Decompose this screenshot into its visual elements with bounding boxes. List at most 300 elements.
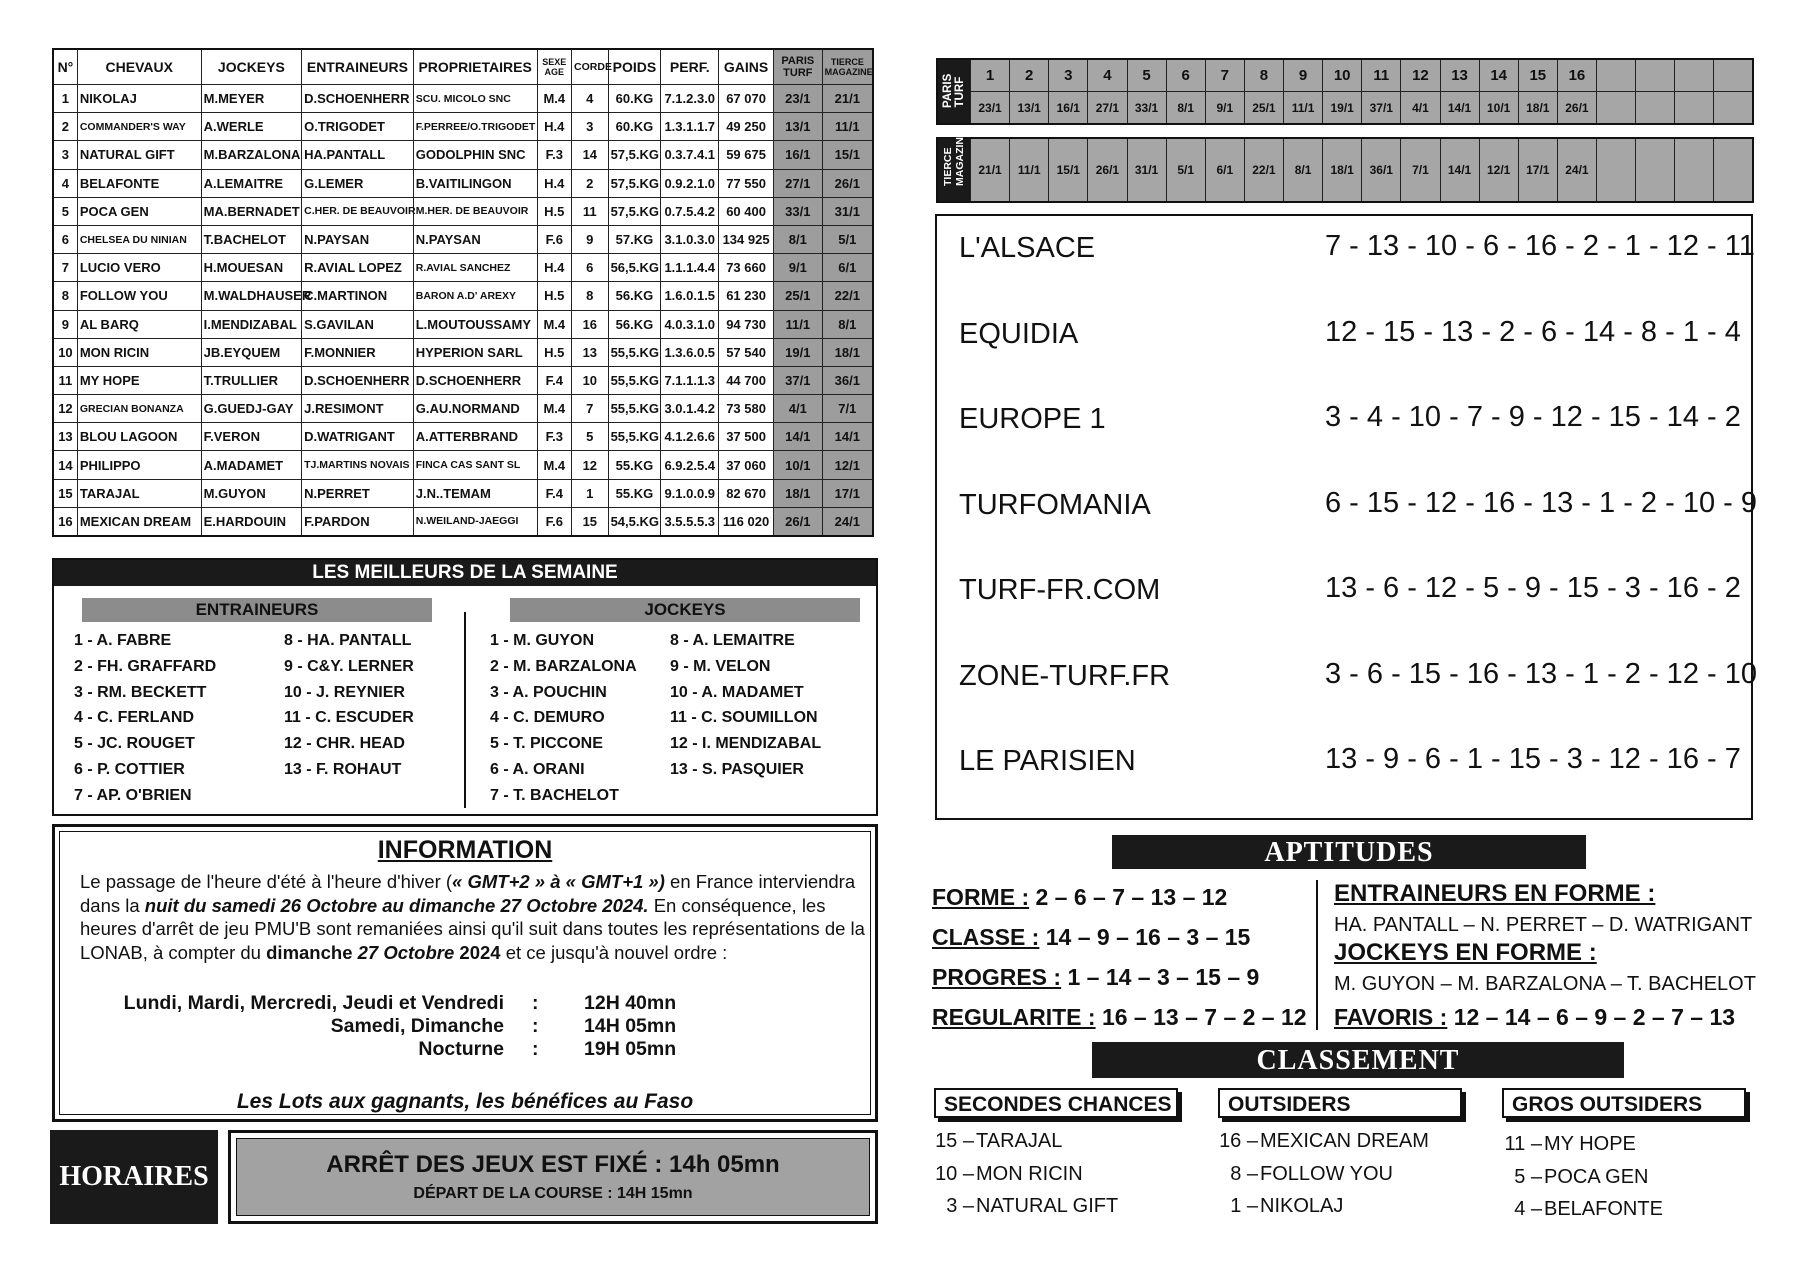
horaires-inner: [236, 1138, 870, 1216]
runner-num: 5: [53, 197, 77, 225]
runner-weight: 60.KG: [608, 85, 661, 113]
prono-source: EQUIDIA: [959, 317, 1079, 350]
runner-horse: FOLLOW YOU: [77, 282, 201, 310]
best-jockeys-header: JOCKEYS: [510, 598, 860, 622]
runner-paris-turf-odds: 27/1: [773, 169, 822, 197]
runner-perf: 0.9.2.1.0: [661, 169, 719, 197]
prono-picks: 7 - 13 - 10 - 6 - 16 - 2 - 1 - 12 - 11: [1325, 230, 1755, 262]
tierce-odds-cell: 6/1: [1205, 138, 1244, 202]
runner-row: [53, 507, 873, 536]
schedule-sep: :: [532, 1038, 539, 1060]
info-text-3: En conséquence, les heures d'arrêt de jeu PMU'B sont remaniées ainsi qu'il suit dans toutes les représentations de la LONAB, à compter du: [80, 894, 865, 963]
runner-trainer: R.AVIAL LOPEZ: [302, 254, 414, 282]
runner-paris-turf-odds: 18/1: [773, 479, 822, 507]
runner-owner: SCU. MICOLO SNC: [413, 85, 537, 113]
best-of-week-box: [52, 558, 878, 816]
classe-label: CLASSE :: [932, 924, 1040, 950]
paris-turf-numbers-row: [937, 59, 1753, 92]
runner-corde: 3: [572, 113, 609, 141]
runner-perf: 7.1.1.1.3: [661, 366, 719, 394]
runner-tierce-odds: 7/1: [822, 395, 873, 423]
paris-turf-odds-cell: 9/1: [1205, 92, 1244, 125]
runner-paris-turf-odds: 11/1: [773, 310, 822, 338]
runner-gains: 67 070: [719, 85, 774, 113]
runner-gains: 49 250: [719, 113, 774, 141]
information-inner: [59, 831, 871, 1115]
runner-owner: GODOLPHIN SNC: [413, 141, 537, 169]
prono-source: ZONE-TURF.FR: [959, 659, 1171, 692]
paris-turf-number-cell: [1714, 59, 1753, 92]
prono-source: TURF-FR.COM: [959, 574, 1161, 606]
runner-num: 8: [53, 282, 77, 310]
classement-num: 5 –: [1514, 1165, 1542, 1188]
tierce-odds-cell: 15/1: [1049, 138, 1088, 202]
runner-corde: 15: [572, 507, 609, 536]
runner-weight: 57,5.KG: [608, 141, 661, 169]
runner-owner: L.MOUTOUSSAMY: [413, 310, 537, 338]
runner-trainer: O.TRIGODET: [302, 113, 414, 141]
prono-picks: 6 - 15 - 12 - 16 - 13 - 1 - 2 - 10 - 9: [1325, 486, 1757, 519]
paris-turf-odds-cell: 33/1: [1127, 92, 1166, 125]
runner-paris-turf-odds: 23/1: [773, 85, 822, 113]
runner-jockey: A.MADAMET: [201, 451, 301, 479]
runner-corde: 7: [572, 395, 609, 423]
classement-group-label: SECONDES CHANCES: [934, 1088, 1178, 1118]
runner-weight: 55,5.KG: [608, 423, 661, 451]
paris-turf-odds-cell: 10/1: [1479, 92, 1518, 125]
runner-sex-age: M.4: [537, 85, 572, 113]
runner-corde: 5: [572, 423, 609, 451]
runner-jockey: T.BACHELOT: [201, 225, 301, 253]
runner-trainer: D.SCHOENHERR: [302, 366, 414, 394]
paris-turf-grid: [936, 58, 1754, 125]
forme-value: 2 – 6 – 7 – 13 – 12: [1035, 884, 1228, 910]
classe-line: [932, 924, 1250, 951]
forme-label: FORME :: [932, 884, 1030, 910]
paris-turf-number-cell: 6: [1166, 59, 1205, 92]
paris-turf-odds-cell: [1597, 92, 1636, 125]
runner-gains: 116 020: [719, 507, 774, 536]
schedule-days: Samedi, Dimanche: [330, 1015, 504, 1037]
info-gmt: « GMT+2 » à « GMT+1 »): [452, 871, 665, 892]
paris-turf-number-cell: 1: [971, 59, 1010, 92]
tierce-odds-cell: [1675, 138, 1714, 202]
runner-row: [53, 197, 873, 225]
paris-turf-number-cell: [1597, 59, 1636, 92]
stop-time: ARRÊT DES JEUX EST FIXÉ : 14h 05mn: [326, 1151, 780, 1178]
runner-tierce-odds: 31/1: [822, 197, 873, 225]
regularite-value: 16 – 13 – 7 – 2 – 12: [1101, 1004, 1307, 1030]
info-date: nuit du samedi 26 Octobre au dimanche 27 Octobre 2024.: [144, 894, 649, 916]
tierce-label-1: TIERCE: [942, 147, 954, 186]
runner-gains: 73 580: [719, 395, 774, 423]
col-sex-age: SEXE AGE: [537, 49, 572, 85]
paris-turf-number-cell: 8: [1244, 59, 1283, 92]
tierce-odds-cell: 18/1: [1323, 138, 1362, 202]
runner-trainer: C.HER. DE BEAUVOIR: [302, 197, 414, 225]
prono-picks: 3 - 6 - 15 - 16 - 13 - 1 - 2 - 12 - 10: [1325, 657, 1757, 690]
runner-sex-age: F.4: [537, 366, 572, 394]
runners-header-row: [53, 49, 873, 85]
runner-paris-turf-odds: 19/1: [773, 338, 822, 366]
runner-horse: CHELSEA DU NINIAN: [77, 225, 201, 253]
col-trainer: ENTRAINEURS: [302, 49, 414, 85]
paris-turf-odds-row: [937, 92, 1753, 125]
paris-turf-odds-cell: 25/1: [1244, 92, 1283, 125]
runner-sex-age: H.5: [537, 197, 572, 225]
information-box: [52, 824, 878, 1122]
col-corde: CORDE: [572, 49, 609, 85]
runner-gains: 77 550: [719, 169, 774, 197]
runner-horse: PHILIPPO: [77, 451, 201, 479]
runner-perf: 1.1.1.4.4: [661, 254, 719, 282]
paris-turf-number-cell: 12: [1401, 59, 1440, 92]
runner-owner: M.HER. DE BEAUVOIR: [413, 197, 537, 225]
runner-owner: D.SCHOENHERR: [413, 366, 537, 394]
runner-corde: 11: [572, 197, 609, 225]
runner-jockey: JB.EYQUEM: [201, 338, 301, 366]
paris-turf-odds-cell: 19/1: [1323, 92, 1362, 125]
runner-gains: 134 925: [719, 225, 774, 253]
runner-jockey: M.WALDHAUSER: [201, 282, 301, 310]
runner-num: 4: [53, 169, 77, 197]
schedule-days: Lundi, Mardi, Mercredi, Jeudi et Vendredi: [123, 992, 504, 1014]
best-trainer-item: 9 - C&Y. LERNER: [284, 657, 414, 675]
paris-turf-number-cell: 4: [1088, 59, 1127, 92]
runner-weight: 55.KG: [608, 451, 661, 479]
classe-value: 14 – 9 – 16 – 3 – 15: [1045, 924, 1251, 950]
prono-picks: 13 - 9 - 6 - 1 - 15 - 3 - 12 - 16 - 7: [1325, 743, 1741, 775]
runner-tierce-odds: 21/1: [822, 85, 873, 113]
forme-line: [932, 884, 1227, 911]
classement-horse: MEXICAN DREAM: [1260, 1130, 1429, 1152]
runner-paris-turf-odds: 8/1: [773, 225, 822, 253]
best-trainer-item: 7 - AP. O'BRIEN: [74, 786, 192, 804]
runner-num: 13: [53, 423, 77, 451]
paris-turf-odds-cell: 8/1: [1166, 92, 1205, 125]
tierce-odds-cell: 24/1: [1557, 138, 1596, 202]
runner-weight: 56.KG: [608, 310, 661, 338]
runner-row: [53, 395, 873, 423]
runner-tierce-odds: 22/1: [822, 282, 873, 310]
paris-turf-number-cell: 10: [1323, 59, 1362, 92]
prono-picks: 12 - 15 - 13 - 2 - 6 - 14 - 8 - 1 - 4: [1325, 315, 1741, 348]
schedule-sep: :: [532, 992, 539, 1014]
runner-corde: 2: [572, 169, 609, 197]
runner-perf: 3.1.0.3.0: [661, 225, 719, 253]
runner-horse: TARAJAL: [77, 479, 201, 507]
best-trainer-item: 12 - CHR. HEAD: [284, 735, 405, 753]
runner-paris-turf-odds: 33/1: [773, 197, 822, 225]
runner-jockey: G.GUEDJ-GAY: [201, 395, 301, 423]
runner-horse: NATURAL GIFT: [77, 141, 201, 169]
runner-owner: A.ATTERBRAND: [413, 423, 537, 451]
runner-weight: 56.KG: [608, 282, 661, 310]
best-trainer-item: 1 - A. FABRE: [74, 632, 172, 649]
progres-value: 1 – 14 – 3 – 15 – 9: [1067, 964, 1260, 990]
runner-horse: LUCIO VERO: [77, 254, 201, 282]
classement-horse: POCA GEN: [1544, 1165, 1649, 1188]
paris-turf-odds-cell: 26/1: [1557, 92, 1596, 125]
best-jockey-item: 12 - I. MENDIZABAL: [670, 735, 822, 753]
paris-turf-odds-cell: 13/1: [1010, 92, 1049, 125]
runner-tierce-odds: 26/1: [822, 169, 873, 197]
best-jockey-item: 13 - S. PASQUIER: [670, 761, 804, 778]
runner-trainer: N.PAYSAN: [302, 225, 414, 253]
classement-horse: FOLLOW YOU: [1260, 1162, 1393, 1185]
tierce-magazine-label: [937, 130, 971, 202]
classement-group-label: GROS OUTSIDERS: [1502, 1088, 1746, 1118]
tierce-magazine-odds-row: [937, 138, 1753, 202]
jockeys-form-label: JOCKEYS EN FORME :: [1334, 939, 1597, 966]
runner-sex-age: M.4: [537, 310, 572, 338]
runner-trainer: F.PARDON: [302, 507, 414, 536]
runner-jockey: H.MOUESAN: [201, 254, 301, 282]
tierce-odds-cell: 17/1: [1518, 138, 1557, 202]
trainers-form-value: HA. PANTALL – N. PERRET – D. WATRIGANT: [1334, 914, 1753, 936]
prono-source: LE PARISIEN: [959, 745, 1136, 777]
runner-tierce-odds: 15/1: [822, 141, 873, 169]
runner-sex-age: M.4: [537, 451, 572, 479]
pronostics-box: [935, 214, 1757, 820]
runner-horse: BLOU LAGOON: [77, 423, 201, 451]
paris-turf-number-cell: 14: [1479, 59, 1518, 92]
runner-num: 2: [53, 113, 77, 141]
runner-jockey: MA.BERNADET: [201, 197, 301, 225]
aptitudes-divider: [1316, 880, 1318, 1030]
runner-corde: 16: [572, 310, 609, 338]
runner-num: 7: [53, 254, 77, 282]
classement-num: 11 –: [1504, 1133, 1542, 1155]
runner-corde: 12: [572, 451, 609, 479]
runner-weight: 57,5.KG: [608, 169, 661, 197]
tierce-odds-cell: 8/1: [1284, 138, 1323, 202]
favoris-label: FAVORIS :: [1334, 1004, 1448, 1030]
runner-perf: 0.3.7.4.1: [661, 141, 719, 169]
col-horse: CHEVAUX: [77, 49, 201, 85]
classement-horse: BELAFONTE: [1544, 1198, 1663, 1220]
runner-trainer: N.PERRET: [302, 479, 414, 507]
best-jockey-item: 9 - M. VELON: [670, 657, 771, 675]
info-text-4: et ce jusqu'à nouvel ordre :: [500, 941, 728, 963]
runner-row: [53, 282, 873, 310]
runner-owner: G.AU.NORMAND: [413, 395, 537, 423]
runner-weight: 57,5.KG: [608, 197, 661, 225]
runner-row: [53, 254, 873, 282]
paris-turf-number-cell: 15: [1518, 59, 1557, 92]
runner-perf: 7.1.2.3.0: [661, 85, 719, 113]
best-jockey-item: 2 - M. BARZALONA: [490, 657, 637, 675]
runner-horse: NIKOLAJ: [77, 85, 201, 113]
runner-num: 14: [53, 451, 77, 479]
horaires-label: HORAIRES: [50, 1130, 218, 1224]
regularite-label: REGULARITE :: [932, 1004, 1096, 1030]
col-num: N°: [53, 49, 77, 85]
runner-tierce-odds: 14/1: [822, 423, 873, 451]
runner-row: [53, 169, 873, 197]
progres-line: [932, 964, 1259, 991]
paris-turf-odds-cell: 4/1: [1401, 92, 1440, 125]
tierce-odds-cell: 12/1: [1479, 138, 1518, 202]
prono-source: L'ALSACE: [959, 232, 1096, 264]
best-trainer-item: 8 - HA. PANTALL: [284, 632, 412, 649]
runner-jockey: I.MENDIZABAL: [201, 310, 301, 338]
best-trainers-header: ENTRAINEURS: [82, 598, 432, 622]
runner-sex-age: H.4: [537, 169, 572, 197]
runner-jockey: M.BARZALONA: [201, 141, 301, 169]
runner-gains: 60 400: [719, 197, 774, 225]
runner-horse: AL BARQ: [77, 310, 201, 338]
runner-perf: 0.7.5.4.2: [661, 197, 719, 225]
runner-num: 6: [53, 225, 77, 253]
tierce-odds-cell: 5/1: [1166, 138, 1205, 202]
best-jockey-item: 4 - C. DEMURO: [490, 709, 605, 727]
runner-horse: MON RICIN: [77, 338, 201, 366]
runner-perf: 9.1.0.0.9: [661, 479, 719, 507]
prono-source: EUROPE 1: [959, 403, 1106, 435]
runner-weight: 57.KG: [608, 225, 661, 253]
classement-num: 1 –: [1230, 1195, 1258, 1217]
tierce-odds-cell: 7/1: [1401, 138, 1440, 202]
runner-trainer: D.WATRIGANT: [302, 423, 414, 451]
runner-row: [53, 141, 873, 169]
runner-tierce-odds: 12/1: [822, 451, 873, 479]
runner-owner: R.AVIAL SANCHEZ: [413, 254, 537, 282]
paris-turf-label: [937, 59, 971, 124]
runner-horse: MEXICAN DREAM: [77, 507, 201, 536]
tierce-odds-cell: 21/1: [971, 138, 1010, 202]
paris-turf-number-cell: [1636, 59, 1675, 92]
runner-num: 10: [53, 338, 77, 366]
paris-turf-odds-cell: 11/1: [1284, 92, 1323, 125]
runner-horse: BELAFONTE: [77, 169, 201, 197]
race-start-time: DÉPART DE LA COURSE : 14H 15mn: [413, 1185, 693, 1202]
paris-turf-number-cell: 3: [1049, 59, 1088, 92]
paris-turf-number-cell: [1675, 59, 1714, 92]
runner-weight: 54,5.KG: [608, 507, 661, 536]
tierce-odds-cell: [1714, 138, 1753, 202]
runner-weight: 55,5.KG: [608, 366, 661, 394]
schedule-time: 12H 40mn: [584, 992, 677, 1014]
runner-num: 3: [53, 141, 77, 169]
runner-sex-age: H.5: [537, 282, 572, 310]
col-tierce-magazine: TIERCE MAGAZINE: [822, 49, 873, 85]
runner-sex-age: F.3: [537, 423, 572, 451]
runner-paris-turf-odds: 9/1: [773, 254, 822, 282]
paris-turf-label-1: PARIS: [942, 73, 954, 108]
paris-turf-odds-cell: 27/1: [1088, 92, 1127, 125]
paris-turf-number-cell: 11: [1362, 59, 1401, 92]
paris-turf-odds-cell: [1714, 92, 1753, 125]
runner-gains: 57 540: [719, 338, 774, 366]
runner-gains: 94 730: [719, 310, 774, 338]
runner-corde: 4: [572, 85, 609, 113]
best-jockey-item: 3 - A. POUCHIN: [490, 683, 607, 701]
jockeys-form-value: M. GUYON – M. BARZALONA – T. BACHELOT: [1334, 973, 1756, 995]
runner-owner: F.PERREE/O.TRIGODET: [413, 113, 537, 141]
runner-jockey: T.TRULLIER: [201, 366, 301, 394]
runner-row: [53, 451, 873, 479]
tierce-magazine-grid: [936, 130, 1754, 203]
runner-owner: B.VAITILINGON: [413, 169, 537, 197]
classement-horse: MY HOPE: [1544, 1133, 1636, 1155]
runner-corde: 1: [572, 479, 609, 507]
runner-num: 1: [53, 85, 77, 113]
runner-tierce-odds: 8/1: [822, 310, 873, 338]
runner-owner: N.WEILAND-JAEGGI: [413, 507, 537, 536]
runner-tierce-odds: 36/1: [822, 366, 873, 394]
runner-sex-age: H.4: [537, 254, 572, 282]
runner-trainer: F.MONNIER: [302, 338, 414, 366]
best-jockey-item: 6 - A. ORANI: [490, 761, 585, 778]
runner-trainer: HA.PANTALL: [302, 141, 414, 169]
runner-paris-turf-odds: 37/1: [773, 366, 822, 394]
tierce-odds-cell: 36/1: [1362, 138, 1401, 202]
regularite-line: [932, 1004, 1307, 1031]
runner-trainer: TJ.MARTINS NOVAIS: [302, 451, 414, 479]
runner-jockey: M.MEYER: [201, 85, 301, 113]
prono-source: TURFOMANIA: [959, 488, 1151, 521]
runner-gains: 73 660: [719, 254, 774, 282]
paris-turf-odds-cell: 37/1: [1362, 92, 1401, 125]
runner-tierce-odds: 17/1: [822, 479, 873, 507]
trainers-form-label: ENTRAINEURS EN FORME :: [1334, 880, 1656, 907]
runner-sex-age: F.4: [537, 479, 572, 507]
runner-jockey: E.HARDOUIN: [201, 507, 301, 536]
runner-row: [53, 225, 873, 253]
runner-num: 12: [53, 395, 77, 423]
paris-turf-number-cell: 7: [1205, 59, 1244, 92]
information-text: [80, 870, 866, 964]
runner-row: [53, 479, 873, 507]
best-jockey-item: 10 - A. MADAMET: [670, 683, 804, 701]
runner-owner: FINCA CAS SANT SL: [413, 451, 537, 479]
info-text-1: Le passage de l'heure d'été à l'heure d'hiver (: [80, 871, 453, 892]
runner-trainer: G.LEMER: [302, 169, 414, 197]
runner-tierce-odds: 6/1: [822, 254, 873, 282]
paris-turf-number-cell: 13: [1440, 59, 1479, 92]
runner-num: 11: [53, 366, 77, 394]
best-trainer-item: 3 - RM. BECKETT: [74, 683, 207, 701]
best-jockey-item: 1 - M. GUYON: [490, 632, 595, 649]
classement-horse: NATURAL GIFT: [976, 1195, 1119, 1217]
runner-sex-age: F.6: [537, 507, 572, 536]
classement-horse: TARAJAL: [976, 1130, 1063, 1152]
schedule-time: 19H 05mn: [584, 1038, 677, 1060]
runners-body: [53, 85, 873, 537]
runner-owner: BARON A.D' AREXY: [413, 282, 537, 310]
runner-perf: 6.9.2.5.4: [661, 451, 719, 479]
tierce-odds-cell: [1597, 138, 1636, 202]
classement-title: CLASSEMENT: [1092, 1042, 1624, 1078]
runner-tierce-odds: 18/1: [822, 338, 873, 366]
runner-tierce-odds: 5/1: [822, 225, 873, 253]
runner-sex-age: H.5: [537, 338, 572, 366]
information-footer: Les Lots aux gagnants, les bénéfices au Faso: [236, 1090, 694, 1113]
runner-jockey: A.WERLE: [201, 113, 301, 141]
best-trainer-item: 6 - P. COTTIER: [74, 761, 185, 778]
paris-turf-odds-cell: 18/1: [1518, 92, 1557, 125]
favoris-line: [1334, 1004, 1735, 1031]
paris-turf-odds-cell: [1636, 92, 1675, 125]
tierce-odds-cell: 31/1: [1127, 138, 1166, 202]
classement-num: 10 –: [935, 1162, 974, 1185]
runner-weight: 60.KG: [608, 113, 661, 141]
runner-perf: 3.5.5.5.3: [661, 507, 719, 536]
runner-corde: 14: [572, 141, 609, 169]
aptitudes-title: APTITUDES: [1112, 835, 1586, 869]
runner-trainer: D.SCHOENHERR: [302, 85, 414, 113]
